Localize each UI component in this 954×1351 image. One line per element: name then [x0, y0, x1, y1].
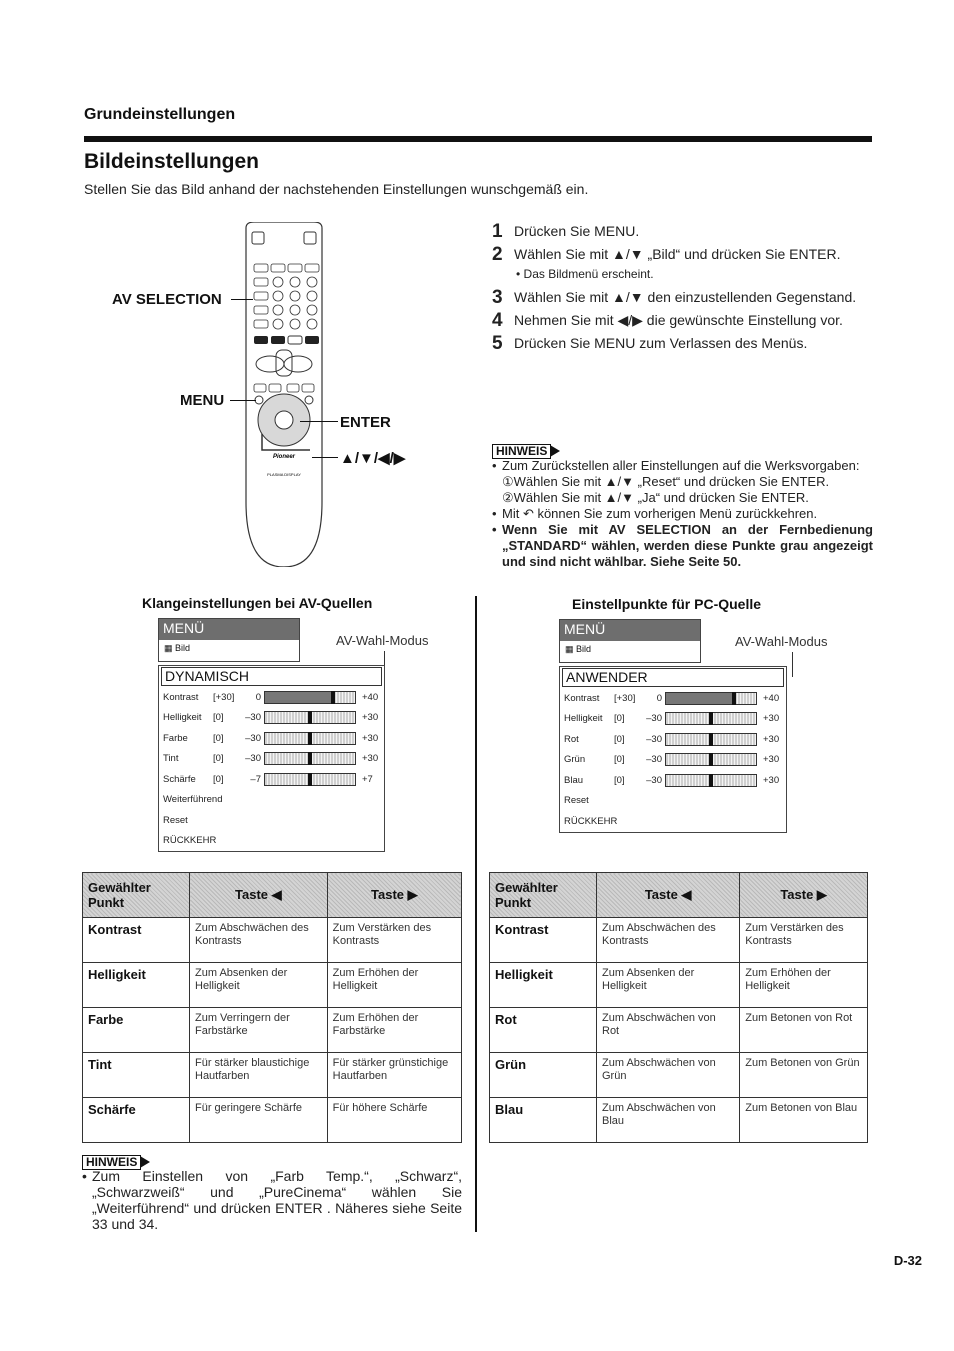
remote-brand: Pioneer: [272, 454, 296, 460]
slider-bar[interactable]: [665, 774, 757, 787]
slider-marker: [709, 733, 713, 746]
picture-icon: ▦: [164, 643, 173, 653]
menu-row-min: –30: [646, 733, 662, 745]
pc-mode-value: ANWENDER: [562, 668, 784, 687]
menu-row-name: Blau: [564, 774, 584, 786]
av-selection-label: AV SELECTION: [112, 291, 222, 308]
menu-row-name: Kontrast: [564, 692, 600, 704]
table-cell-description: Für stärker blaustichige Hautfarben: [190, 1053, 328, 1098]
menu-row-default: [0]: [213, 753, 224, 765]
menu-row-7[interactable]: [159, 831, 384, 852]
menu-row-default: [0]: [614, 733, 625, 745]
slider-bar[interactable]: [665, 692, 757, 705]
menu-row-min: 0: [656, 692, 662, 704]
menu-row-min: 0: [255, 691, 261, 703]
table-cell-description: Für stärker grünstichige Hautfarben: [327, 1053, 461, 1098]
menu-row-1[interactable]: [560, 709, 786, 730]
table-cell-description: Zum Absenken der Helligkeit: [190, 963, 328, 1008]
slider-marker: [331, 691, 335, 704]
step-1: 1 Drücken Sie MENU.: [492, 221, 640, 242]
remote-control-illustration: [240, 222, 328, 567]
menu-row-6[interactable]: [159, 810, 384, 831]
menu-row-6[interactable]: [560, 811, 786, 832]
menu-row-max: +30: [362, 753, 379, 765]
av-mode-value: DYNAMISCH: [161, 667, 382, 686]
menu-row-4[interactable]: [159, 769, 384, 790]
slider-bar[interactable]: [665, 712, 757, 725]
table-cell-item: Helligkeit: [490, 963, 597, 1008]
table-header: Gewählter Punkt: [83, 873, 190, 918]
table-cell-description: Zum Abschwächen des Kontrasts: [190, 918, 328, 963]
menu-row-min: –30: [245, 753, 261, 765]
slider-marker: [732, 692, 736, 705]
table-cell-description: Zum Abschwächen von Rot: [597, 1008, 740, 1053]
av-heading: Klangeinstellungen bei AV-Quellen: [142, 595, 373, 611]
table-row: [83, 918, 462, 963]
menu-row-name: Farbe: [163, 732, 188, 744]
av-selection-leader: [231, 299, 253, 300]
table-cell-description: Zum Erhöhen der Helligkeit: [327, 963, 461, 1008]
section-header: Grundeinstellungen: [84, 106, 236, 123]
hinweis-left-notes: • Zum Einstellen von „Farb Temp.“, „Schwarz“, „Schwarzweiß“ und „PureCinema“ wählen Sie „Weiterführend“ und drücken ENTER . Näheres siehe Seite 33 und 34.: [82, 1168, 462, 1232]
menu-row-default: [0]: [614, 754, 625, 766]
table-row: [490, 1098, 868, 1143]
menu-row-name: Weiterführend: [163, 794, 223, 806]
menu-row-4[interactable]: [560, 770, 786, 791]
slider-bar[interactable]: [665, 753, 757, 766]
step-3: 3 Wählen Sie mit ▲/▼ den einzustellenden Gegenstand.: [492, 287, 857, 308]
table-cell-description: Zum Erhöhen der Helligkeit: [740, 963, 868, 1008]
menu-row-3[interactable]: [159, 749, 384, 770]
table-cell-description: Zum Betonen von Rot: [740, 1008, 868, 1053]
pc-menu-panel: [559, 666, 787, 833]
table-cell-item: Schärfe: [83, 1098, 190, 1143]
menu-row-default: [+30]: [614, 692, 636, 704]
table-cell-item: Rot: [490, 1008, 597, 1053]
slider-marker: [709, 753, 713, 766]
table-cell-description: Zum Verringern der Farbstärke: [190, 1008, 328, 1053]
slider-bar[interactable]: [264, 773, 356, 786]
table-cell-description: Zum Abschwächen des Kontrasts: [597, 918, 740, 963]
slider-marker: [709, 712, 713, 725]
slider-marker: [709, 774, 713, 787]
menu-row-default: [0]: [614, 713, 625, 725]
menu-row-default: [0]: [614, 774, 625, 786]
steps-list: [492, 222, 873, 357]
menu-row-default: [+30]: [213, 691, 235, 703]
step-2-note: • Das Bildmenü erscheint.: [516, 267, 654, 281]
av-mode-label: AV-Wahl-Modus: [336, 633, 429, 648]
column-divider: [475, 596, 477, 1232]
table-row: [490, 1053, 868, 1098]
menu-row-3[interactable]: [560, 750, 786, 771]
table-row: [490, 918, 868, 963]
remote-model: PLASMA DISPLAY: [267, 472, 301, 477]
table-cell-description: Zum Betonen von Blau: [740, 1098, 868, 1143]
table-cell-description: Zum Verstärken des Kontrasts: [740, 918, 868, 963]
table-cell-description: Zum Erhöhen der Farbstärke: [327, 1008, 461, 1053]
step-2: 2 Wählen Sie mit ▲/▼ „Bild“ und drücken Sie ENTER. • Das Bildmenü erscheint.: [492, 244, 841, 281]
menu-row-max: +7: [362, 773, 373, 785]
menu-row-name: Reset: [163, 814, 188, 826]
table-header: Taste ◀: [597, 873, 740, 918]
menu-row-name: Helligkeit: [564, 713, 603, 725]
table-header: Taste ▶: [740, 873, 868, 918]
table-cell-description: Zum Verstärken des Kontrasts: [327, 918, 461, 963]
pc-mode-label: AV-Wahl-Modus: [735, 634, 828, 649]
menu-row-default: [0]: [213, 732, 224, 744]
menu-row-name: RÜCKKEHR: [163, 835, 217, 847]
arrows-label: ▲/▼/◀/▶: [340, 450, 406, 467]
table-cell-description: Für geringere Schärfe: [190, 1098, 328, 1143]
av-menu-tab: ▦ Bild: [164, 643, 191, 653]
menu-row-min: –30: [245, 732, 261, 744]
slider-bar[interactable]: [264, 732, 356, 745]
table-cell-description: Zum Abschwächen von Blau: [597, 1098, 740, 1143]
table-cell-item: Grün: [490, 1053, 597, 1098]
menu-row-max: +30: [763, 733, 780, 745]
av-menu-panel: [158, 665, 385, 852]
step-4: 4 Nehmen Sie mit ◀/▶ die gewünschte Einstellung vor.: [492, 310, 843, 331]
table-cell-description: Zum Absenken der Helligkeit: [597, 963, 740, 1008]
av-menu-header: MENÜ ▦ Bild: [158, 618, 300, 662]
slider-bar[interactable]: [264, 752, 356, 765]
table-cell-description: Für höhere Schärfe: [327, 1098, 461, 1143]
av-settings-table: [82, 872, 462, 1143]
menu-row-min: –30: [245, 712, 261, 724]
slider-marker: [308, 773, 312, 786]
slider-bar[interactable]: [665, 733, 757, 746]
pc-menu-header: MENÜ ▦ Bild: [559, 619, 701, 663]
table-row: [83, 1098, 462, 1143]
table-header: Taste ▶: [327, 873, 461, 918]
table-cell-item: Kontrast: [83, 918, 190, 963]
table-row: [83, 963, 462, 1008]
menu-row-min: –7: [250, 773, 261, 785]
menu-leader: [230, 400, 256, 401]
menu-row-name: Tint: [163, 753, 179, 765]
table-cell-item: Blau: [490, 1098, 597, 1143]
table-row: [83, 1053, 462, 1098]
menu-row-2[interactable]: [560, 729, 786, 750]
menu-row-0[interactable]: [560, 688, 786, 709]
table-cell-item: Farbe: [83, 1008, 190, 1053]
slider-fill: [666, 693, 734, 704]
menu-row-2[interactable]: [159, 728, 384, 749]
table-cell-description: Zum Betonen von Grün: [740, 1053, 868, 1098]
table-cell-item: Kontrast: [490, 918, 597, 963]
menu-row-name: Rot: [564, 733, 579, 745]
page-number: D-32: [893, 1253, 922, 1268]
header-rule: [84, 136, 872, 142]
hinweis-right-notes: • Zum Zurückstellen aller Einstellungen auf die Werksvorgaben: ①Wählen Sie mit ▲/▼ „Reset“ und drücken Sie ENTER. ②Wählen Sie mit ▲/▼ „Ja“ und drücken Sie ENTER. • Mit ↶ können Sie zum vorherigen Menü zurückkehren. • Wenn Sie mit AV SELECTION an der Fernbedienung „STANDARD“ wählen, werden diese Punkte grau angezeigt und sind nicht wählbar. Siehe Seite 50.: [492, 458, 873, 569]
table-row: [490, 1008, 868, 1053]
table-cell-description: Zum Abschwächen von Grün: [597, 1053, 740, 1098]
menu-row-5[interactable]: [560, 791, 786, 812]
menu-row-max: +30: [362, 712, 379, 724]
menu-row-name: Schärfe: [163, 773, 196, 785]
slider-bar[interactable]: [264, 691, 356, 704]
table-row: [490, 963, 868, 1008]
table-header: Gewählter Punkt: [490, 873, 597, 918]
menu-row-max: +30: [763, 774, 780, 786]
menu-row-name: Grün: [564, 754, 586, 766]
slider-marker: [308, 752, 312, 765]
table-cell-item: Tint: [83, 1053, 190, 1098]
table-row: [83, 1008, 462, 1053]
menu-row-name: Reset: [564, 795, 589, 807]
menu-row-min: –30: [646, 713, 662, 725]
menu-row-max: +30: [763, 754, 780, 766]
menu-row-default: [0]: [213, 712, 224, 724]
menu-row-name: Kontrast: [163, 691, 199, 703]
pc-heading: Einstellpunkte für PC-Quelle: [572, 596, 762, 612]
slider-bar[interactable]: [264, 711, 356, 724]
menu-row-max: +30: [763, 713, 780, 725]
hinweis-right-badge: HINWEIS: [492, 442, 560, 460]
table-cell-item: Helligkeit: [83, 963, 190, 1008]
menu-row-name: Helligkeit: [163, 712, 202, 724]
menu-row-max: +40: [362, 691, 379, 703]
menu-row-default: [0]: [213, 773, 224, 785]
menu-row-5[interactable]: [159, 790, 384, 811]
slider-marker: [308, 711, 312, 724]
table-header: Taste ◀: [190, 873, 328, 918]
picture-icon: ▦: [565, 644, 574, 654]
page-title: Bildeinstellungen: [84, 150, 260, 173]
slider-marker: [308, 732, 312, 745]
menu-row-1[interactable]: [159, 708, 384, 729]
hinweis-left-badge: HINWEIS: [82, 1153, 150, 1171]
pc-settings-table: [489, 872, 868, 1143]
menu-row-0[interactable]: [159, 687, 384, 708]
pc-menu-tab: ▦ Bild: [565, 644, 592, 654]
menu-label: MENU: [180, 392, 225, 409]
step-5: 5 Drücken Sie MENU zum Verlassen des Menüs.: [492, 333, 808, 354]
enter-label: ENTER: [340, 414, 391, 431]
menu-row-name: RÜCKKEHR: [564, 815, 618, 827]
menu-row-max: +40: [763, 692, 780, 704]
menu-row-min: –30: [646, 754, 662, 766]
menu-row-min: –30: [646, 774, 662, 786]
intro-text: Stellen Sie das Bild anhand der nachstehenden Einstellungen wunschgemäß ein.: [84, 181, 589, 197]
slider-fill: [265, 692, 333, 703]
menu-row-max: +30: [362, 732, 379, 744]
arrows-leader: [312, 457, 338, 458]
enter-leader: [300, 421, 338, 422]
